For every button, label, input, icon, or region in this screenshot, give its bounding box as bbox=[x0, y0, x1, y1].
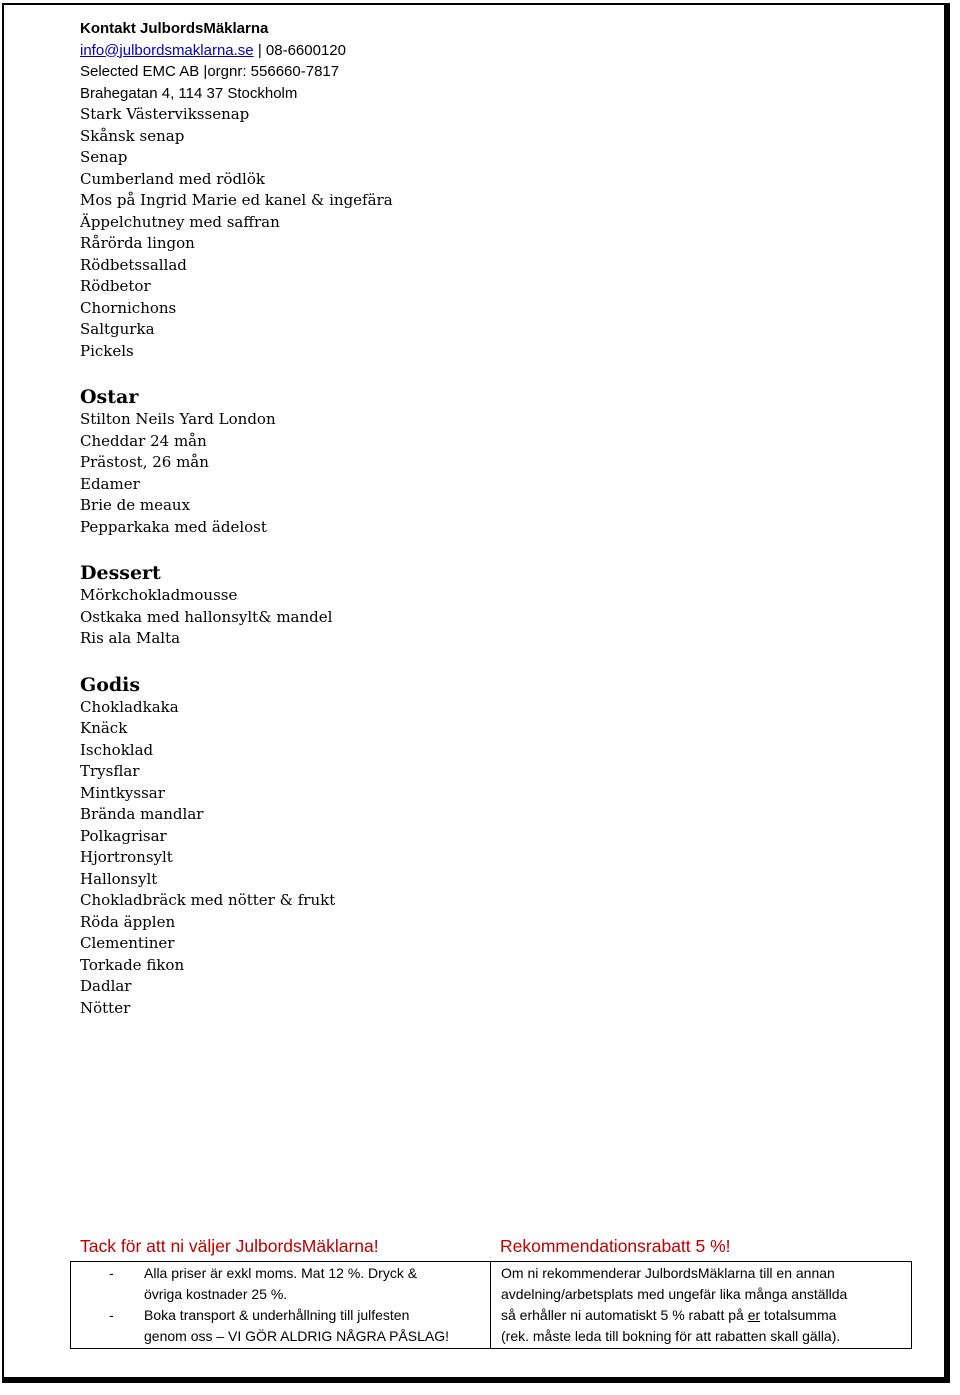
menu-item: Cumberland med rödlök bbox=[80, 169, 265, 188]
thanks-message: Tack för att ni väljer JulbordsMäklarna! bbox=[80, 1236, 379, 1256]
note-line: Alla priser är exkl moms. Mat 12 %. Dryck & bbox=[144, 1265, 418, 1281]
contact-title: Kontakt JulbordsMäklarna bbox=[80, 20, 269, 37]
phone-number: 08-6600120 bbox=[265, 41, 346, 59]
menu-item: Nötter bbox=[80, 998, 131, 1017]
menu-item: Trysflar bbox=[80, 762, 140, 780]
discount-heading: Rekommendationsrabatt 5 %! bbox=[500, 1236, 731, 1256]
menu-item: Chornichons bbox=[80, 298, 177, 317]
menu-item: Ris ala Malta bbox=[80, 629, 181, 647]
menu-item: Ostkaka med hallonsylt& mandel bbox=[80, 607, 333, 626]
email-link[interactable]: info@julbordsmaklarna.se bbox=[80, 41, 254, 59]
menu-item: Clementiner bbox=[80, 934, 175, 952]
ostar-list bbox=[80, 409, 393, 538]
menu-item: Chokladbräck med nötter & frukt bbox=[80, 891, 336, 909]
contact-address: Brahegatan 4, 114 37 Stockholm bbox=[80, 84, 298, 102]
menu-item: Chokladkaka bbox=[80, 697, 179, 716]
menu-item: Mörkchokladmousse bbox=[80, 586, 238, 604]
note-text bbox=[144, 1263, 417, 1305]
dessert-list bbox=[80, 585, 393, 650]
contact-block bbox=[80, 18, 346, 104]
orgnr-label: orgnr: bbox=[207, 63, 247, 80]
menu-item: Brie de meaux bbox=[80, 496, 191, 514]
menu-item: Polkagrisar bbox=[80, 826, 167, 845]
orgnr-value: 556660-7817 bbox=[250, 63, 340, 80]
company-name: Selected EMC AB bbox=[80, 63, 200, 80]
menu-item: Stark Västervikssenap bbox=[80, 105, 250, 123]
menu-item: Cheddar 24 mån bbox=[80, 431, 207, 450]
menu-item: Edamer bbox=[80, 474, 140, 493]
note-line: genom oss – VI GÖR ALDRIG NÅGRA PÅSLAG! bbox=[144, 1328, 450, 1344]
note-line: Boka transport & underhållning till julfesten bbox=[144, 1307, 410, 1323]
referral-line bbox=[501, 1305, 911, 1326]
menu-item: Skånsk senap bbox=[80, 126, 185, 145]
bullet-dash bbox=[109, 1263, 144, 1305]
price-notes bbox=[71, 1262, 491, 1348]
menu-item: Saltgurka bbox=[80, 320, 155, 338]
note-item bbox=[109, 1305, 490, 1347]
menu-item: Hallonsylt bbox=[80, 869, 158, 888]
bullet-dash bbox=[109, 1305, 144, 1347]
menu-item: Knäck bbox=[80, 719, 128, 737]
menu-item: Röda äpplen bbox=[80, 912, 176, 931]
menu-item: Rödbetssallad bbox=[80, 255, 187, 274]
menu-item: Pepparkaka med ädelost bbox=[80, 517, 267, 536]
note-item bbox=[109, 1263, 490, 1305]
menu-item: Pickels bbox=[80, 341, 134, 360]
footer-info-table bbox=[70, 1261, 912, 1349]
section-heading-dessert: Dessert bbox=[80, 562, 161, 584]
referral-line: Om ni rekommenderar JulbordsMäklarna till en annan bbox=[501, 1265, 835, 1281]
menu-item: Mos på Ingrid Marie ed kanel & ingefära bbox=[80, 191, 393, 209]
menu-item: Torkade fikon bbox=[80, 955, 185, 974]
menu-item: Rödbetor bbox=[80, 277, 151, 295]
referral-text: totalsumma bbox=[760, 1307, 837, 1323]
referral-info bbox=[491, 1262, 911, 1348]
separator: | bbox=[257, 41, 262, 59]
menu-item: Prästost, 26 mån bbox=[80, 453, 209, 471]
contact-line-email bbox=[80, 40, 346, 62]
section-heading-ostar: Ostar bbox=[80, 386, 139, 408]
sides-list bbox=[80, 104, 393, 362]
menu-item: Ischoklad bbox=[80, 740, 154, 759]
menu-item: Stilton Neils Yard London bbox=[80, 410, 276, 428]
godis-list bbox=[80, 697, 393, 1020]
note-text bbox=[144, 1305, 449, 1347]
menu-item: Dadlar bbox=[80, 977, 132, 995]
referral-emphasis: er bbox=[747, 1307, 761, 1323]
menu-item: Mintkyssar bbox=[80, 783, 165, 802]
contact-line-company bbox=[80, 61, 346, 83]
referral-text: så erhåller ni automatiskt 5 % rabatt på bbox=[501, 1307, 748, 1323]
separator: | bbox=[203, 63, 208, 80]
section-heading-godis: Godis bbox=[80, 673, 141, 696]
menu-item: Hjortronsylt bbox=[80, 848, 173, 866]
referral-line: (rek. måste leda till bokning för att rabatten skall gälla). bbox=[501, 1328, 841, 1344]
menu-item: Äppelchutney med saffran bbox=[80, 212, 280, 231]
referral-line: avdelning/arbetsplats med ungefär lika många anställda bbox=[501, 1286, 848, 1302]
menu-item: Senap bbox=[80, 148, 128, 166]
note-line: övriga kostnader 25 %. bbox=[144, 1286, 288, 1302]
menu-list bbox=[80, 104, 393, 1019]
menu-item: Rårörda lingon bbox=[80, 234, 195, 252]
menu-item: Brända mandlar bbox=[80, 805, 204, 823]
